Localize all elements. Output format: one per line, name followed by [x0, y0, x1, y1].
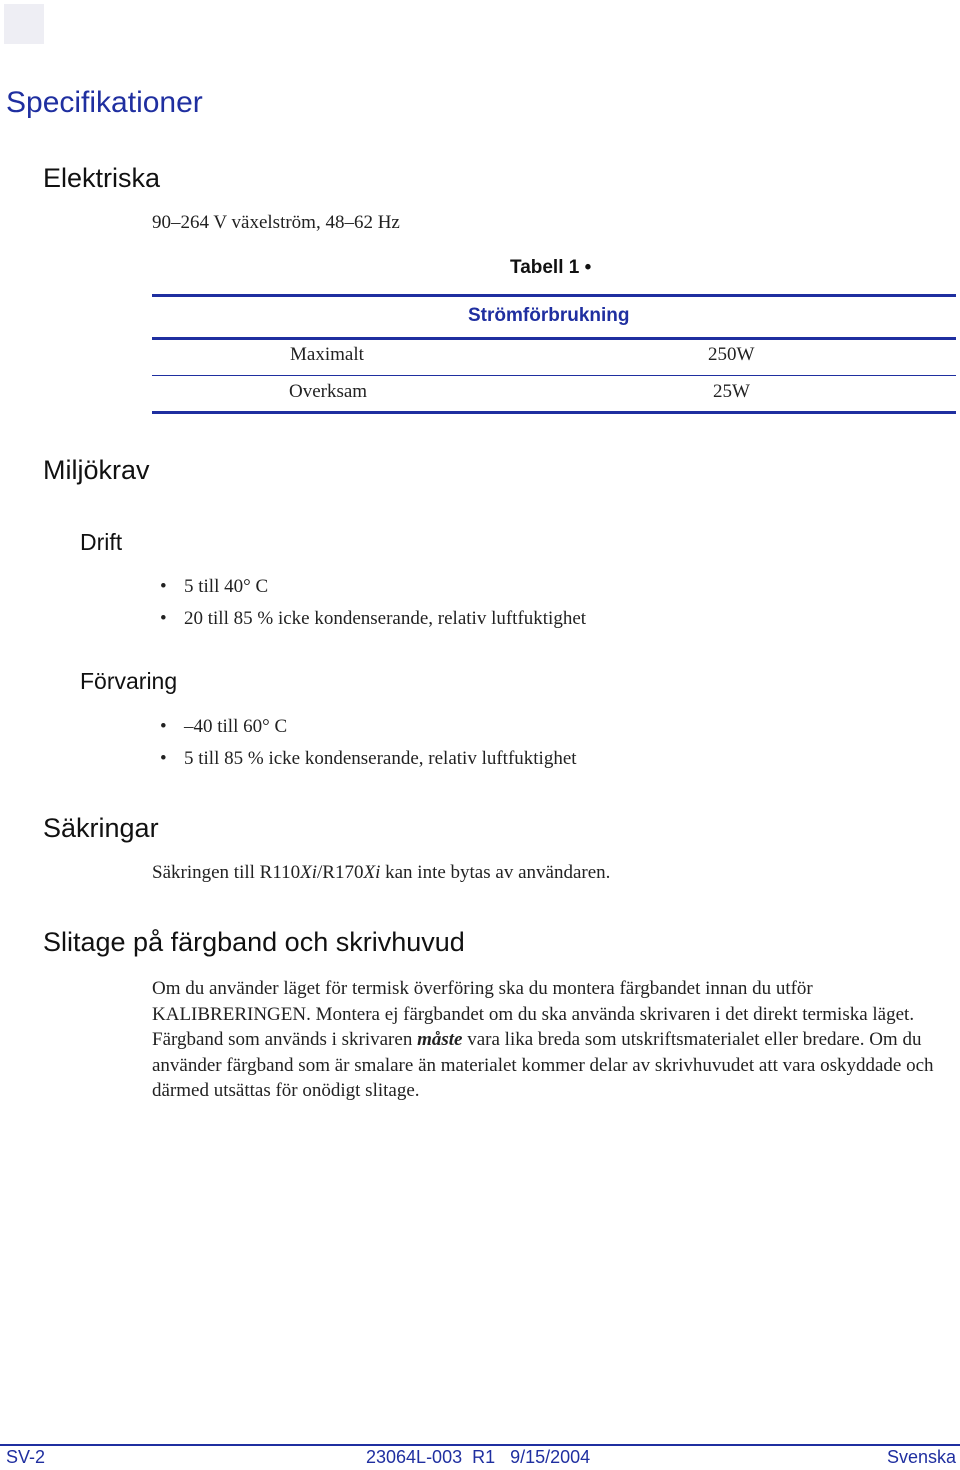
fuse-note-suffix: kan inte bytas av användaren. [380, 862, 611, 883]
model-suffix: Xi [300, 862, 318, 883]
section-heading-sakringar: Säkringar [43, 813, 159, 843]
table-caption: Tabell 1 • [510, 257, 592, 278]
drift-list [154, 571, 586, 635]
paragraph-text: vara lika breda som utskriftsmaterialet eller bredare. Om du använder färgband som är smalare än materialet kommer delar av skrivhuvudet att vara oskyddade och därmed utsättas för onödigt slitage. [152, 1029, 934, 1102]
fuse-note-prefix: Säkringen till R110 [152, 862, 301, 883]
page-title: Specifikationer [6, 86, 203, 119]
footer-language: Svenska [886, 1447, 956, 1467]
list-item: • 5 till 85 % icke kondenserande, relativ luftfuktighet [154, 743, 577, 775]
list-item: • 20 till 85 % icke kondenserande, relativ luftfuktighet [154, 603, 586, 635]
table-header: Strömförbrukning [468, 305, 630, 326]
wear-paragraph [152, 976, 958, 1104]
table-row-divider [152, 375, 956, 376]
fuse-note-middle: /R170 [317, 862, 364, 883]
table-bottom-rule [152, 411, 956, 414]
table-header-rule [152, 337, 956, 340]
section-heading-slitage: Slitage på färgband och skrivhuvud [43, 927, 465, 957]
corner-marker [4, 4, 44, 44]
voltage-spec: 90–264 V växelström, 48–62 Hz [152, 212, 400, 233]
footer-rule [0, 1444, 960, 1446]
table-cell-value: 25W [713, 381, 750, 402]
subheading-forvaring: Förvaring [80, 668, 178, 694]
table-cell-label: Overksam [289, 381, 368, 402]
fuse-note [152, 862, 610, 884]
model-suffix: Xi [363, 862, 381, 883]
paragraph-text: Om du använder läget för termisk överföring ska du montera färgbandet innan du utför KALIBRERINGEN. Montera ej färgbandet om du ska använda skrivaren i det direkt termiska läget. Färgband som används i skrivaren [152, 978, 915, 1051]
section-heading-elektriska: Elektriska [43, 163, 161, 193]
table-cell-value: 250W [708, 344, 755, 365]
list-item: • –40 till 60° C [154, 711, 577, 743]
table-cell-label: Maximalt [290, 344, 364, 365]
forvaring-list [154, 711, 577, 775]
list-item: • 5 till 40° C [154, 571, 586, 603]
subheading-drift: Drift [80, 529, 123, 555]
emphasis-text: måste [417, 1029, 463, 1051]
section-heading-miljokrav: Miljökrav [43, 455, 150, 485]
footer-doc-id: 23064L-003 R1 9/15/2004 [366, 1447, 591, 1467]
footer-page-number: SV-2 [6, 1447, 46, 1467]
table-top-rule [152, 294, 956, 297]
